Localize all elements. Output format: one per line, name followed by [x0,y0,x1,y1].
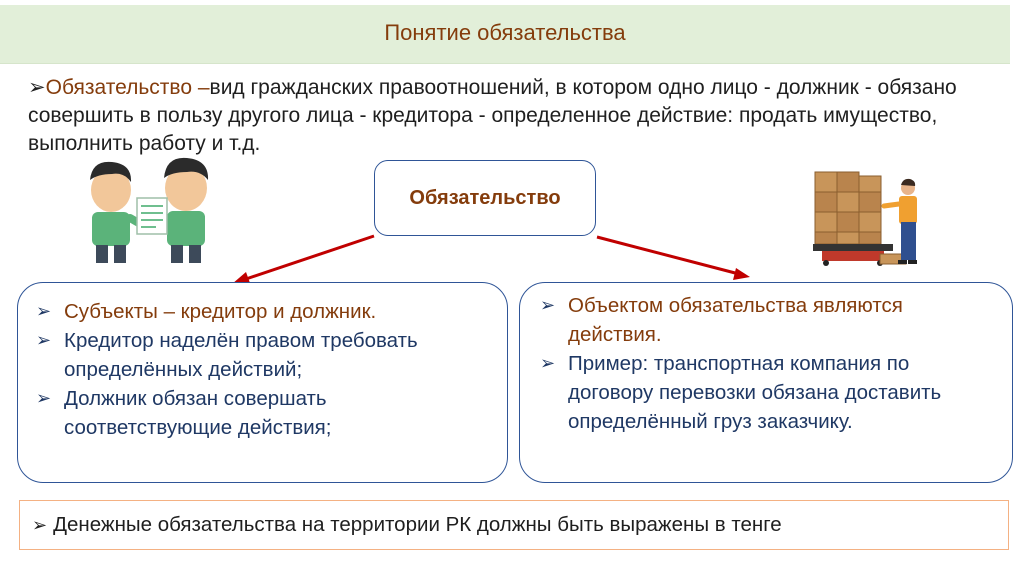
object-list [540,291,1000,436]
warehouse-worker-boxes-icon [813,172,917,266]
subjects-list [36,297,496,442]
definition-text: вид гражданских правоотношений, в котором одно лицо - должник - обязано совершить в пользу другого лица - кредитора - определенное действие: продать имущество, выполнить работу и т.д. [28,76,957,155]
page-title: Понятие обязательства [384,20,626,45]
note-text [32,513,782,537]
bullet-arrow-icon: ➢ [36,330,52,350]
bullet-arrow-icon: ➢ [32,515,48,535]
center-node-label: Обязательство [409,186,561,209]
two-people-contract-icon [90,158,208,263]
note-text-content: Денежные обязательства на территории РК должны быть выражены в тенге [53,513,782,536]
list-item [36,326,496,384]
list-item-text: Должник обязан совершать соответствующие действия; [64,387,332,439]
bullet-arrow-icon: ➢ [540,295,556,315]
list-item-text: Кредитор наделён правом требовать определённых действий; [64,329,418,381]
list-item-text: Субъекты – кредитор и должник. [64,300,377,323]
list-item [540,349,1000,436]
definition-term: Обязательство – [45,76,210,99]
list-item [540,291,1000,349]
arrow-right [597,237,750,280]
list-item-text: Пример: транспортная компания по договору перевозки обязана доставить определённый груз заказчику. [568,352,942,433]
bullet-arrow-icon: ➢ [540,353,556,373]
list-item [36,297,496,326]
bullet-arrow-icon: ➢ [36,388,52,408]
list-item [36,384,496,442]
center-node-obligation [374,160,596,236]
bullet-arrow-icon: ➢ [36,301,52,321]
definition-bullet: ➢ [28,76,46,99]
list-item-text: Объектом обязательства являются действия. [568,294,903,346]
arrow-left [232,236,374,284]
